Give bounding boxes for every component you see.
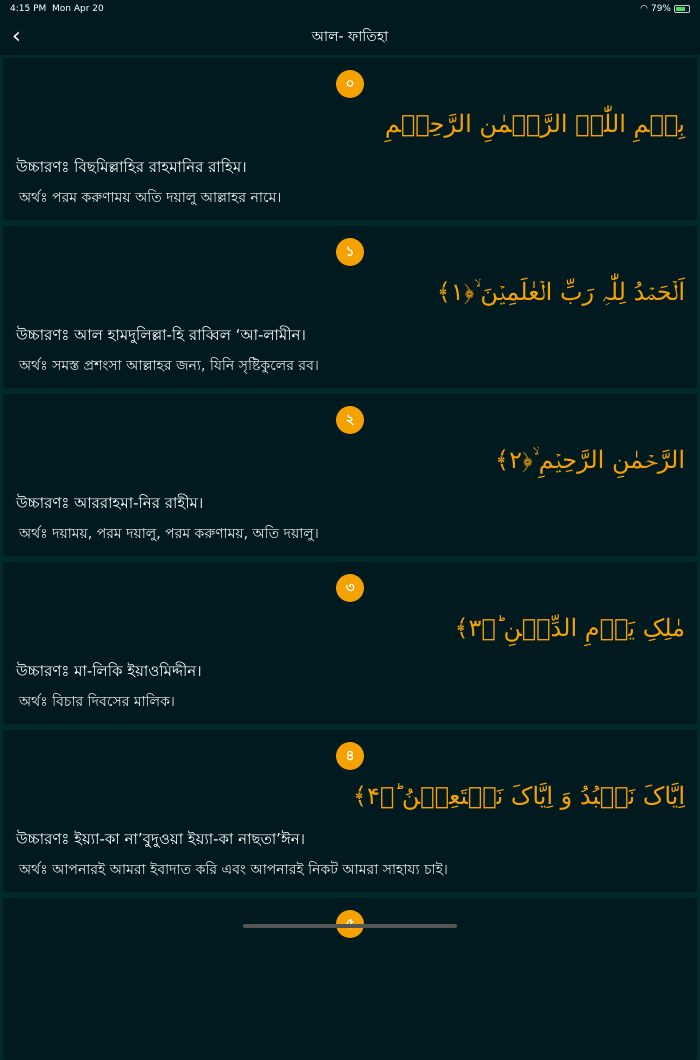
arabic-text: بِسۡمِ اللّٰہِ الرَّحۡمٰنِ الرَّحِیۡمِ: [384, 110, 685, 138]
meaning-text: অর্থঃ আপনারই আমরা ইবাদাত করি এবং আপনারই নিকট আমরা সাহায্য চাই।: [19, 862, 448, 878]
status-time: 4:15 PM: [10, 4, 47, 14]
verse-card: [3, 58, 697, 220]
verse-list[interactable]: [0, 55, 700, 1060]
verse-number-badge: ১: [336, 238, 364, 266]
verse-number-badge: ০: [336, 70, 364, 98]
meaning-text: অর্থঃ বিচার দিবসের মালিক।: [19, 694, 175, 710]
arabic-text: اَلۡحَمۡدُ لِلّٰہِ رَبِّ الۡعٰلَمِیۡنَ ۙ﴿۱﴾: [436, 278, 685, 306]
home-indicator[interactable]: [243, 924, 457, 928]
pronunciation-text: উচ্চারণঃ মা-লিকি ইয়াওমিদ্দীন।: [16, 662, 202, 680]
pronunciation-text: উচ্চারণঃ বিছমিল্লাহির রাহমানির রাহিম।: [16, 158, 247, 176]
meaning-text: অর্থঃ দয়াময়, পরম দয়ালু, পরম করুণাময়, অতি দয়ালু।: [19, 526, 319, 542]
pronunciation-text: উচ্চারণঃ ইয়্যা-কা না’বুদুওয়া ইয়্যা-কা নাছতা’ঈন।: [16, 830, 306, 848]
status-date: Mon Apr 20: [52, 4, 104, 14]
wifi-icon: ◠: [640, 4, 648, 14]
battery-percent: 79%: [650, 4, 671, 14]
verse-number-badge: ৪: [336, 742, 364, 770]
pronunciation-text: উচ্চারণঃ আল হামদুলিল্লা-হি রাব্বিল ‘আ-লামীন।: [16, 326, 306, 344]
meaning-text: অর্থঃ সমস্ত প্রশংসা আল্লাহর জন্য, যিনি সৃষ্টিকুলের রব।: [19, 358, 319, 374]
back-button[interactable]: ‹: [12, 24, 21, 49]
verse-card: [3, 898, 697, 1060]
status-right: [640, 4, 690, 14]
pronunciation-text: উচ্চারণঃ আররাহমা-নির রাহীম।: [16, 494, 204, 512]
meaning-text: অর্থঃ পরম করুণাময় অতি দয়ালু আল্লাহর নামে।: [19, 190, 282, 206]
status-bar: [0, 0, 700, 18]
verse-number-badge: ২: [336, 406, 364, 434]
page-title: আল- ফাতিহা: [311, 28, 389, 45]
nav-bar: [0, 18, 700, 55]
verse-card: [3, 730, 697, 892]
verse-number-badge: ৩: [336, 574, 364, 602]
arabic-text: الرَّحۡمٰنِ الرَّحِیۡمِ ۙ﴿۲﴾: [495, 446, 685, 474]
verse-card: [3, 226, 697, 388]
battery-icon: [674, 5, 690, 13]
verse-card: [3, 562, 697, 724]
verse-card: [3, 394, 697, 556]
arabic-text: اِیَّاکَ نَعۡبُدُ وَ اِیَّاکَ نَسۡتَعِیۡنُ ؕ﴿۴﴾: [352, 782, 685, 810]
arabic-text: مٰلِکِ یَوۡمِ الدِّیۡنِ ؕ﴿۳﴾: [454, 614, 685, 642]
status-time-date: [10, 4, 104, 14]
